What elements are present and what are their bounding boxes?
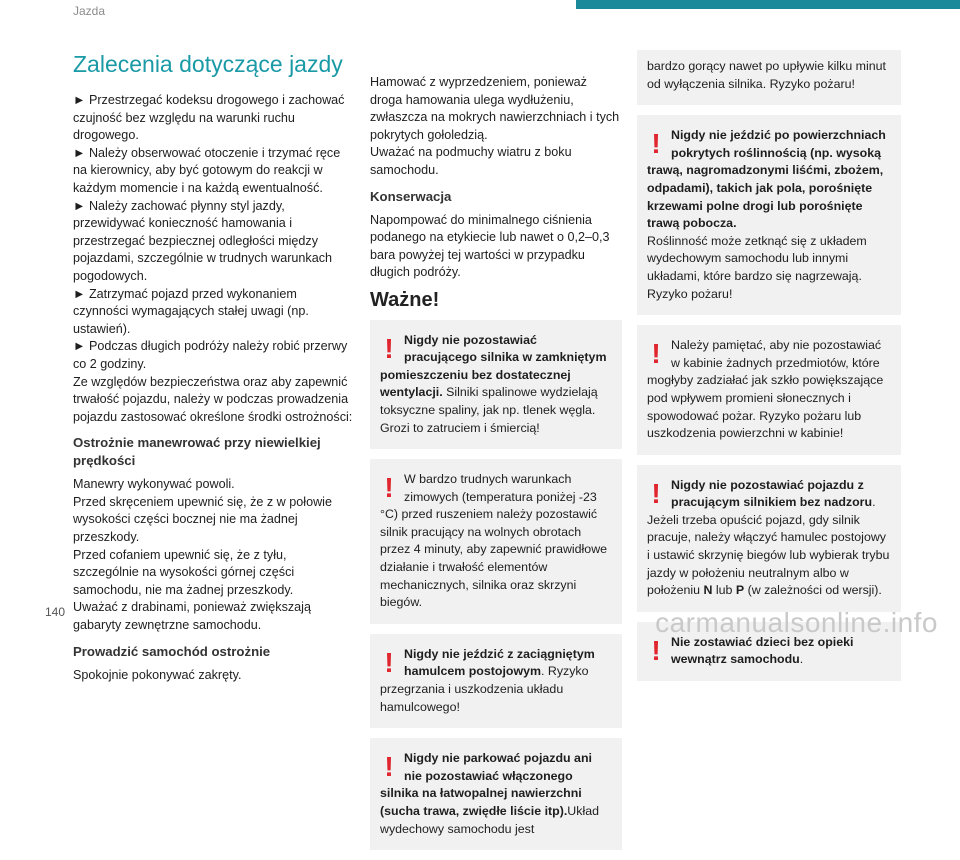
warning-text: . Ryzyko przegrzania i uszkodzenia układu hamulcowego! [380, 664, 589, 714]
intro-line: ► Zatrzymać pojazd przed wykonaniem czynności wymagających stałej uwagi (np. ustawień). [73, 286, 309, 336]
intro-text [73, 92, 355, 426]
paragraph: Uważać na podmuchy wiatru z boku samochodu. [370, 145, 572, 177]
warning-box [370, 738, 622, 850]
warning-icon: ! [651, 128, 661, 160]
warning-text: bardzo gorący nawet po upływie kilku minut od wyłączenia silnika. Ryzyko pożaru! [647, 59, 886, 91]
warning-text: (w zależności od wersji). [744, 583, 882, 598]
gear-p: P [735, 583, 745, 598]
warning-text: Silniki spalinowe wydzielają toksyczne spaliny, jak np. tlenek węgla. Grozi to zatruciem i śmiercią! [380, 385, 598, 435]
watermark: carmanualsonline.info [655, 607, 938, 638]
warning-bold: Nigdy nie pozostawiać pojazdu z pracującym silnikiem bez nadzoru [671, 477, 873, 510]
warning-icon: ! [651, 477, 661, 509]
warning-icon: ! [384, 332, 394, 364]
warning-text: . [799, 652, 804, 667]
column-2 [370, 74, 622, 860]
intro-line: ► Należy obserwować otoczenie i trzymać ręce na kierownicy, aby być gotowym do reakcji w każdym momencie i na każdą ewentualność. [73, 145, 341, 195]
column-3 [637, 50, 901, 691]
paragraph: Hamować z wyprzedzeniem, ponieważ droga hamowania ulega wydłużeniu, zwłaszcza na mokrych nawierzchniach i tych pokrytych gołoledzią. [370, 75, 620, 142]
warning-box [637, 465, 901, 612]
warning-icon: ! [651, 338, 661, 370]
subheading-drive: Prowadzić samochód ostrożnie [73, 643, 271, 659]
warning-bold: Nigdy nie pozostawiać pracującego silnika w zamkniętym pomieszczeniu bez dostatecznej wentylacji. [380, 332, 607, 400]
paragraph: Przed skręceniem upewnić się, że z w połowie wysokości części bocznej nie ma żadnej przeszkody. [73, 494, 332, 545]
warning-text: W bardzo trudnych warunkach zimowych (temperatura poniżej -23 °C) przed ruszeniem należy pozostawić silnik pracujący na wolnych obrotach przez 4 minuty, aby zapewnić prawidłowe działanie i trwałość elementów mechanicznych, silnika oraz skrzyni biegów. [380, 472, 608, 610]
warning-text: Należy pamiętać, aby nie pozostawiać w kabinie żadnych przedmiotów, które mogłyby zadziałać jak szkło powiększające pod wpływem promieni słonecznych i spowodować pożar. Ryzyko pożaru lub uszkodzenia powierzchni w kabinie! [647, 338, 884, 441]
warning-box [637, 325, 901, 455]
warning-box [370, 459, 622, 624]
warning-icon: ! [384, 751, 394, 783]
warning-box [370, 634, 622, 728]
warning-bold: Nigdy nie jeździć z zaciągniętym hamulcem postojowym [404, 646, 595, 679]
subheading-maintenance: Konserwacja [370, 188, 452, 204]
paragraph: Przed cofaniem upewnić się, że z tyłu, szczególnie na wysokości górnej części samochodu, nie ma żadnej przeszkody. [73, 547, 295, 597]
paragraph: Napompować do minimalnego ciśnienia podanego na etykiecie lub nawet o 0,2–0,3 bara powyżej tej wartości w przypadku długich podróży. [370, 212, 610, 280]
intro-line: ► Przestrzegać kodeksu drogowego i zachować czujność bez względu na warunki ruchu drogowego. [73, 93, 345, 143]
warning-bold: Nie zostawiać dzieci bez opieki wewnątrz samochodu [671, 634, 854, 667]
warning-bold: Nigdy nie parkować pojazdu ani nie pozostawiać włączonego silnika na łatwopalnej nawierzchni (sucha trawa, zwiędłe liście itp). [380, 751, 592, 818]
warning-icon: ! [384, 646, 394, 678]
warning-bold: Nigdy nie jeździć po powierzchniach pokrytych roślinnością (np. wysoką trawą, nagromadzonymi liśćmi, zbożem, odpadami), takich jak pola, porośnięte krzewami polne drogi lub porośnięte trawą pobocza. [647, 128, 886, 231]
warning-text: . Jeżeli trzeba opuścić pojazd, gdy silnik pracuje, należy włączyć hamulec postojowy i ustawić skrzynię biegów lub wybierak trybu jazdy w położeniu neutralnym albo w położeniu [647, 495, 890, 598]
paragraph: Uważać z drabinami, ponieważ zwiększają gabaryty zewnętrzne samochodu. [73, 600, 311, 633]
page-number: 140 [45, 605, 66, 619]
intro-line: ► Podczas długich podróży należy robić przerwy co 2 godziny. [73, 339, 348, 371]
warning-text: Układ wydechowy samochodu jest [380, 804, 599, 836]
warning-icon: ! [384, 472, 394, 504]
intro-line: ► Należy zachować płynny styl jazdy, przewidywać konieczność hamowania i przestrzegać bezpiecznej odległości między pojazdami, szczególnie w trudnych warunkach pogodowych. [73, 198, 333, 283]
section-label: Jazda [73, 4, 106, 18]
warning-box [370, 320, 622, 450]
page-title: Zalecenia dotyczące jazdy [73, 51, 343, 77]
warning-text: lub [712, 583, 736, 598]
column-1 [73, 50, 355, 690]
header-accent-bar [576, 0, 960, 9]
warning-box [637, 115, 901, 315]
important-heading: Ważne! [370, 288, 440, 311]
warning-text: Roślinność może zetknąć się z układem wydechowym samochodu lub innymi układami, które bardzo się nagrzewają. Ryzyko pożaru! [647, 233, 867, 301]
subheading-manoeuvre: Ostrożnie manewrować przy niewielkiej prędkości [73, 435, 321, 469]
warning-box-continued [637, 50, 901, 105]
paragraph: Spokojnie pokonywać zakręty. [73, 667, 242, 682]
warning-icon: ! [651, 634, 661, 666]
gear-n: N [703, 583, 713, 598]
paragraph: Manewry wykonywać powoli. [73, 477, 235, 492]
intro-line: Ze względów bezpieczeństwa oraz aby zapewnić trwałość pojazdu, należy w podczas prowadzenia pojazdu zastosować określone środki ostrożności: [73, 374, 353, 424]
